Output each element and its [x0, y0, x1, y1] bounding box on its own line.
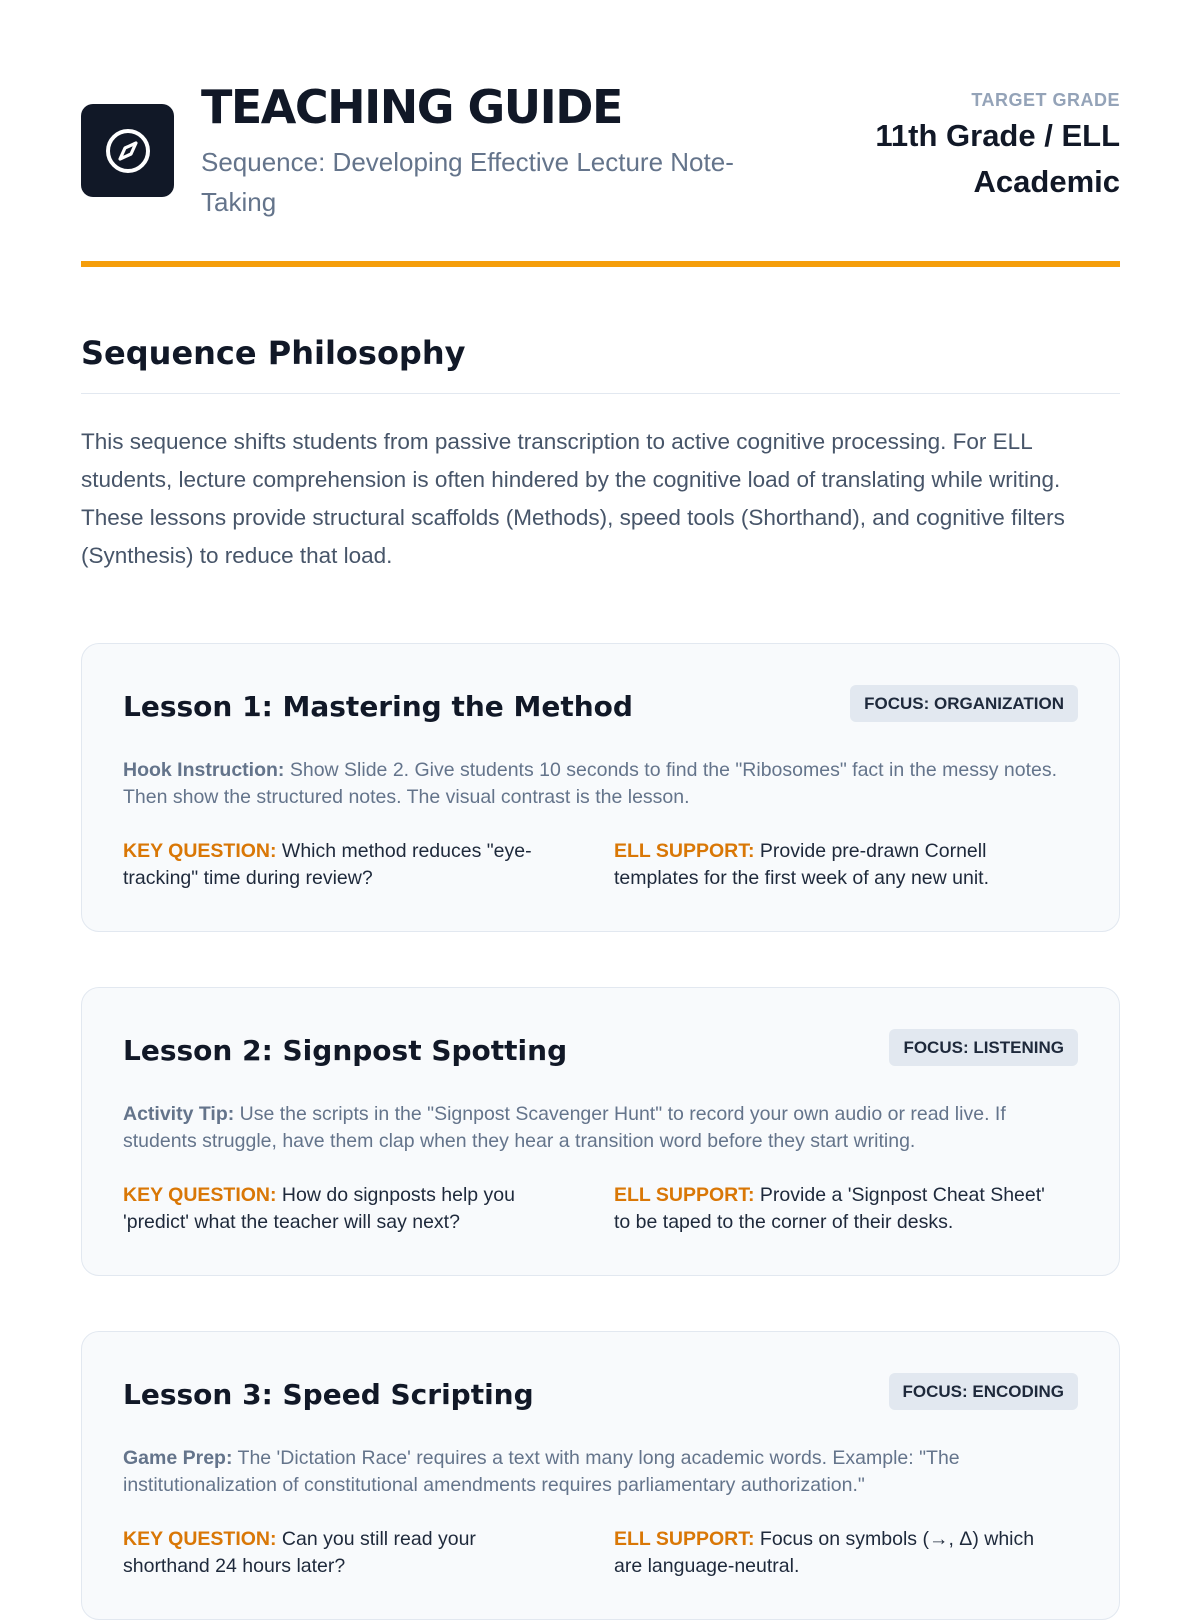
key-question-label: KEY QUESTION:: [123, 1184, 277, 1206]
target-grade-value: 11th Grade / ELL Academic: [875, 118, 1120, 199]
key-question: [123, 1182, 568, 1236]
focus-badge: FOCUS: LISTENING: [889, 1029, 1078, 1066]
lesson-note: [123, 1101, 1078, 1155]
key-question-text: Can you still read your shorthand 24 hours later?: [123, 1528, 476, 1577]
key-question-text: Which method reduces "eye-tracking" time during review?: [123, 840, 532, 889]
key-question: [123, 1526, 568, 1580]
focus-badge: FOCUS: ORGANIZATION: [850, 685, 1078, 722]
note-label: Game Prep:: [123, 1447, 233, 1469]
note-text: The 'Dictation Race' requires a text with many long academic words. Example: "The institutionalization of constitutional amendments requires parliamentary authorization.": [123, 1447, 960, 1496]
ell-support-label: ELL SUPPORT:: [614, 1184, 755, 1206]
note-text: Show Slide 2. Give students 10 seconds to find the "Ribosomes" fact in the messy notes. Then show the structured notes. The visual contrast is the lesson.: [123, 759, 1058, 808]
ell-support: [614, 838, 1059, 892]
key-question: [123, 838, 568, 892]
page-subtitle: Sequence: Developing Effective Lecture Note-Taking: [201, 147, 734, 217]
ell-support-label: ELL SUPPORT:: [614, 840, 755, 862]
section-divider: [81, 393, 1120, 394]
lesson-card: [81, 987, 1120, 1276]
lesson-note: [123, 757, 1078, 811]
ell-support-text: Provide pre-drawn Cornell templates for the first week of any new unit.: [614, 840, 990, 889]
lesson-card: [81, 643, 1120, 932]
compass-icon: [81, 104, 174, 197]
ell-support-text: Provide a 'Signpost Cheat Sheet' to be taped to the corner of their desks.: [614, 1184, 1045, 1233]
ell-support: [614, 1182, 1059, 1236]
guide-header: [81, 78, 1120, 218]
note-label: Hook Instruction:: [123, 759, 285, 781]
philosophy-text: This sequence shifts students from passive transcription to active cognitive processing. For ELL students, lecture comprehension is often hindered by the cognitive load of translating while writing. These lessons provide structural scaffolds (Methods), speed tools (Shorthand), and cognitive filters (Synthesis) to reduce that load.: [81, 429, 1065, 568]
target-grade: [800, 90, 1120, 205]
ell-support: [614, 1526, 1059, 1580]
page-title: TEACHING GUIDE: [201, 80, 622, 134]
lesson-note: [123, 1445, 1078, 1499]
accent-divider: [81, 261, 1120, 267]
key-question-text: How do signposts help you 'predict' what the teacher will say next?: [123, 1184, 515, 1233]
ell-support-text: Focus on symbols (→, Δ) which are language-neutral.: [614, 1528, 1035, 1577]
target-grade-label: TARGET GRADE: [971, 90, 1120, 110]
lesson-title: Lesson 1: Mastering the Method: [123, 690, 633, 723]
lesson-card: [81, 1331, 1120, 1620]
philosophy-heading: Sequence Philosophy: [81, 334, 466, 372]
ell-support-label: ELL SUPPORT:: [614, 1528, 755, 1550]
lesson-title: Lesson 3: Speed Scripting: [123, 1378, 534, 1411]
note-label: Activity Tip:: [123, 1103, 235, 1125]
key-question-label: KEY QUESTION:: [123, 840, 277, 862]
key-question-label: KEY QUESTION:: [123, 1528, 277, 1550]
focus-badge: FOCUS: ENCODING: [889, 1373, 1079, 1410]
lesson-title: Lesson 2: Signpost Spotting: [123, 1034, 568, 1067]
note-text: Use the scripts in the "Signpost Scavenger Hunt" to record your own audio or read live. If students struggle, have them clap when they hear a transition word before they start writing.: [123, 1103, 1006, 1152]
